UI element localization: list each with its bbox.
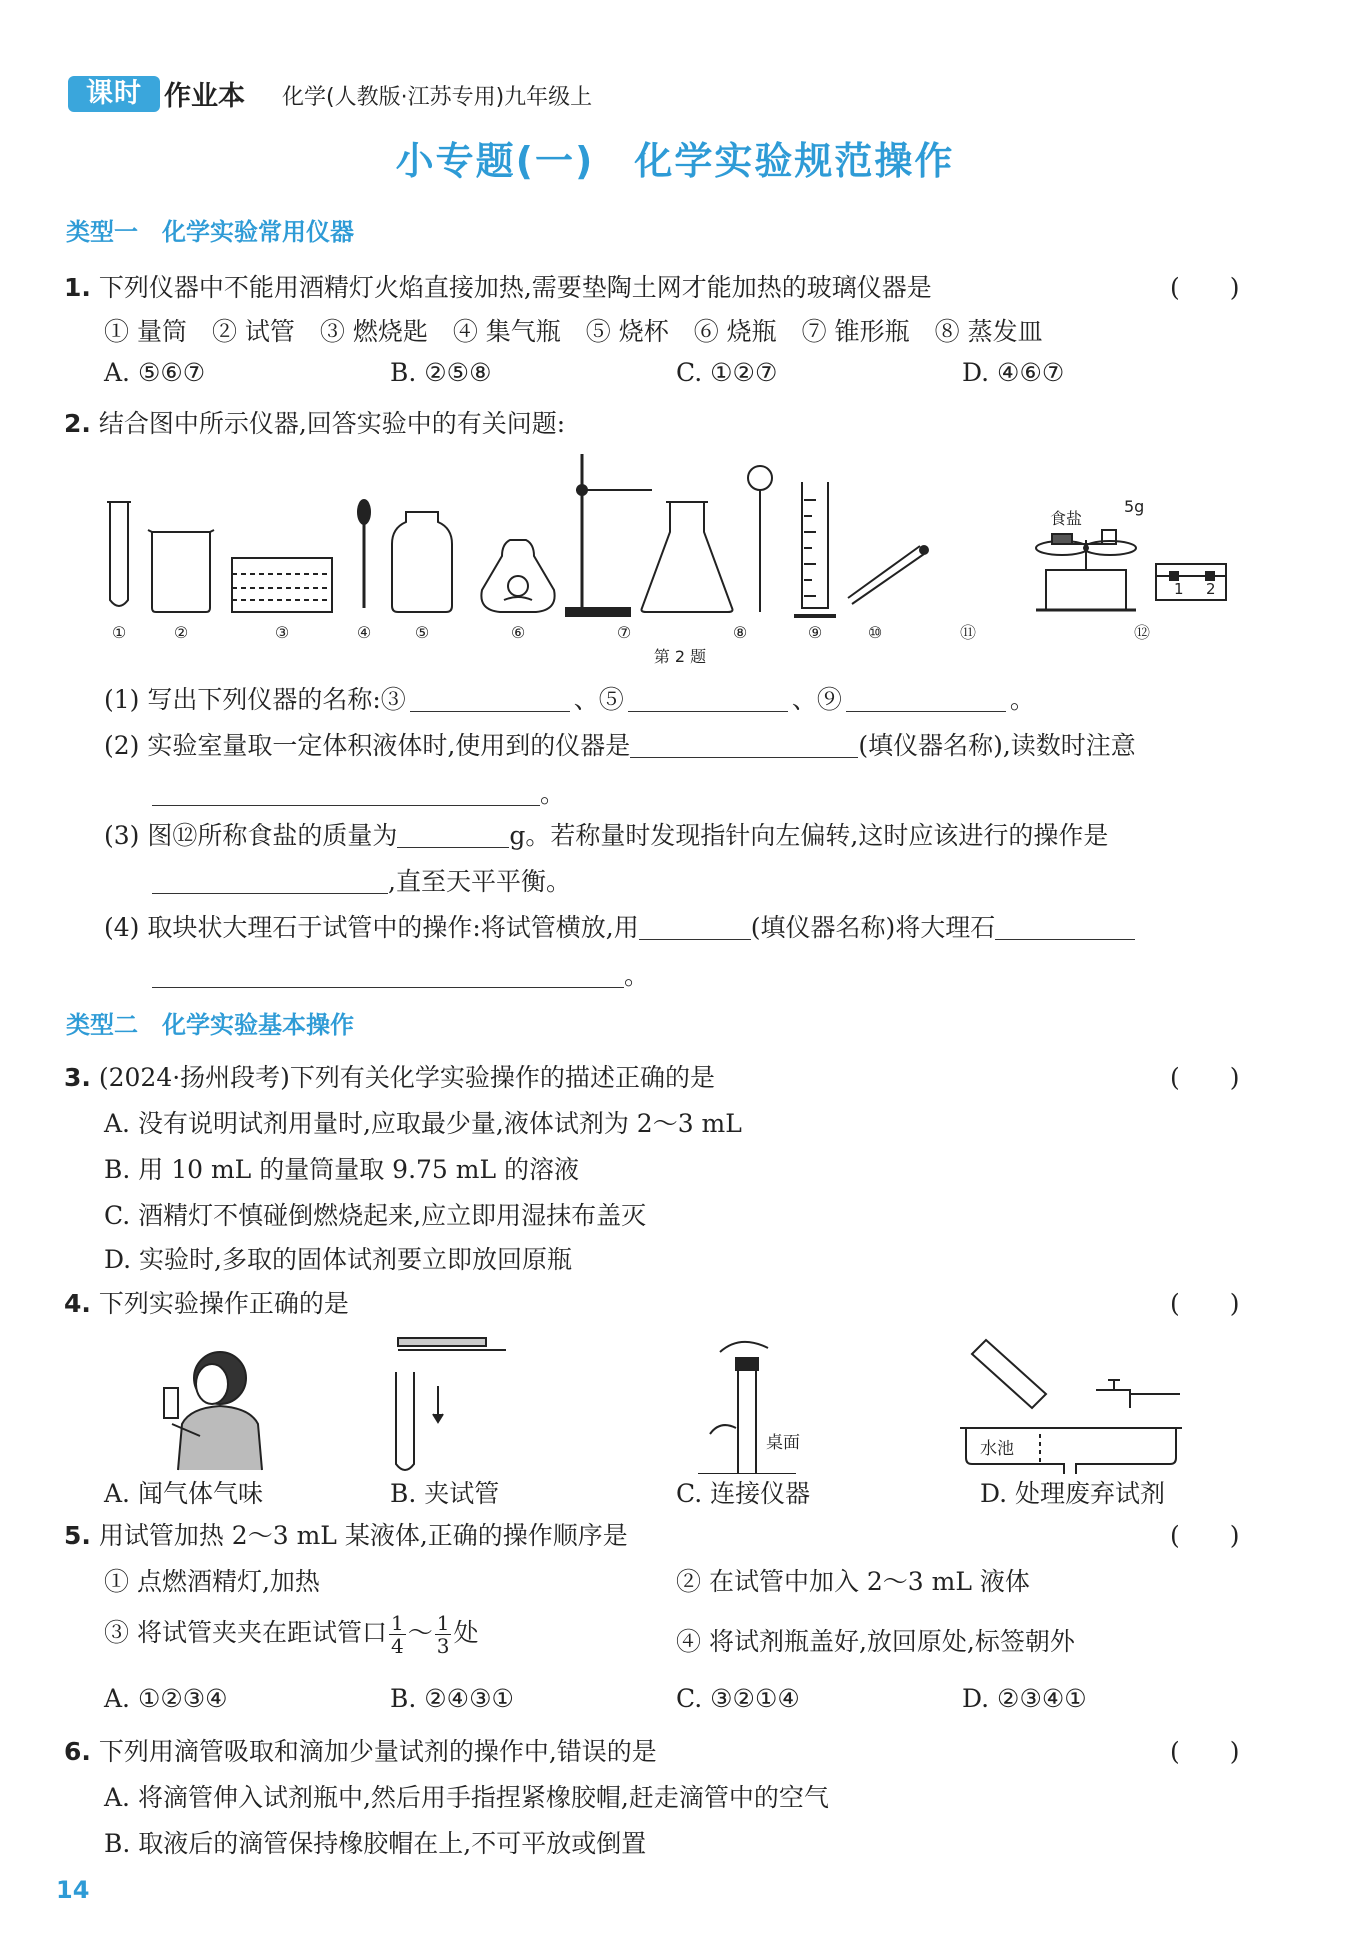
fill-blank[interactable] xyxy=(639,915,751,940)
option-a: A. 闻气体气味 xyxy=(104,1479,263,1508)
test-tube-drawing xyxy=(107,502,131,606)
measuring-cylinder-drawing xyxy=(794,482,836,616)
option-c: C. 酒精灯不慎碰倒燃烧起来,应立即用湿抹布盖灭 xyxy=(104,1201,647,1230)
figure-label: ⑧ xyxy=(732,623,748,642)
q2-part-3-continued: ,直至天平平衡。 xyxy=(152,862,571,898)
option-b: B. 夹试管 xyxy=(390,1479,500,1508)
answer-blank[interactable]: ( ) xyxy=(1170,1521,1240,1550)
scale-label-2: 2 xyxy=(1206,580,1216,598)
gas-jar-drawing xyxy=(392,512,452,612)
option-c: C. ①②⑦ xyxy=(676,358,778,387)
option-d: D. ④⑥⑦ xyxy=(962,358,1065,387)
question-2 xyxy=(64,404,565,440)
question-number: 5. xyxy=(64,1521,91,1550)
question-number: 4. xyxy=(64,1289,91,1318)
option-c: C. ③②①④ xyxy=(676,1684,800,1713)
figure-label: ⑥ xyxy=(510,623,526,642)
apparatus-figure xyxy=(90,440,1270,680)
question-number: 2. xyxy=(64,409,91,438)
figure-label: ② xyxy=(173,623,189,642)
desk-label: 桌面 xyxy=(766,1433,800,1453)
brand-name: 作业本 xyxy=(164,81,245,112)
dropper-drawing xyxy=(358,500,370,608)
question-3 xyxy=(64,1058,715,1094)
figure-label: ① xyxy=(111,623,127,642)
book-subtitle: 化学(人教版·江苏专用)九年级上 xyxy=(282,85,593,110)
option-a: A. ①②③④ xyxy=(104,1684,228,1713)
fill-blank[interactable] xyxy=(152,869,388,894)
brand-logo: 课时 xyxy=(68,76,160,112)
q2-part-2: (2) 实验室量取一定体积液体时,使用到的仪器是 (填仪器名称),读数时注意 xyxy=(104,731,1136,760)
fill-blank[interactable] xyxy=(397,823,509,848)
connecting-apparatus-drawing xyxy=(698,1342,796,1474)
question-5 xyxy=(64,1516,628,1552)
answer-blank[interactable]: ( ) xyxy=(1170,1737,1240,1766)
section-heading-2: 类型二 化学实验基本操作 xyxy=(66,1011,354,1039)
operations-figure xyxy=(120,1324,1240,1474)
fill-blank[interactable] xyxy=(846,687,1006,712)
page-title: 小专题(一) 化学实验规范操作 xyxy=(395,139,955,183)
question-number: 3. xyxy=(64,1063,91,1092)
smelling-person-drawing xyxy=(164,1352,262,1470)
q2-part-1: (1) 写出下列仪器的名称:③ 、⑤ 、⑨ 。 xyxy=(104,685,1035,714)
test-tube-holder-drawing xyxy=(396,1338,506,1470)
question-text: 结合图中所示仪器,回答实验中的有关问题: xyxy=(98,409,566,438)
question-number: 1. xyxy=(64,273,91,302)
question-1 xyxy=(64,268,932,304)
figure-label: ④ xyxy=(356,623,372,642)
balance-right-label: 5g xyxy=(1124,497,1145,516)
page-number: 14 xyxy=(56,1876,90,1904)
iron-stand-drawing xyxy=(566,454,652,616)
question-4 xyxy=(64,1284,349,1320)
fill-blank[interactable] xyxy=(410,687,570,712)
fill-blank[interactable] xyxy=(152,963,624,988)
step-3: ③ 将试管夹夹在距试管口 $\frac{1}{4}$ ～ $\frac{1}{3}$ 处 xyxy=(104,1611,479,1658)
fill-blank[interactable] xyxy=(995,915,1135,940)
question-1-items: ① 量筒 ② 试管 ③ 燃烧匙 ④ 集气瓶 ⑤ 烧杯 ⑥ 烧瓶 ⑦ 锥形瓶 ⑧ 蒸发皿 xyxy=(104,317,1043,346)
question-number: 6. xyxy=(64,1737,91,1766)
figure-label: ⑫ xyxy=(1133,623,1151,642)
question-text: 下列实验操作正确的是 xyxy=(98,1289,349,1318)
figure-label: ⑨ xyxy=(807,623,823,642)
question-6 xyxy=(64,1732,657,1768)
fill-blank[interactable] xyxy=(630,733,858,758)
answer-blank[interactable]: ( ) xyxy=(1170,1063,1240,1092)
question-text: (2024·扬州段考)下列有关化学实验操作的描述正确的是 xyxy=(98,1063,715,1092)
balance-left-label: 食盐 xyxy=(1050,509,1083,528)
option-a: A. 没有说明试剂用量时,应取最少量,液体试剂为 2～3 mL xyxy=(104,1109,742,1138)
figure-label: ③ xyxy=(274,623,290,642)
answer-blank[interactable]: ( ) xyxy=(1170,273,1240,302)
option-b: B. 取液后的滴管保持橡胶帽在上,不可平放或倒置 xyxy=(104,1829,647,1858)
q2-part-4: (4) 取块状大理石于试管中的操作:将试管横放,用 (填仪器名称)将大理石 xyxy=(104,908,1135,944)
scale-label-1: 1 xyxy=(1174,580,1184,598)
q2-part-3: (3) 图⑫所称食盐的质量为 g。若称量时发现指针向左偏转,这时应该进行的操作是 xyxy=(104,821,1109,850)
option-d: D. 实验时,多取的固体试剂要立即放回原瓶 xyxy=(104,1245,572,1274)
option-a: A. ⑤⑥⑦ xyxy=(104,358,206,387)
option-c: C. 连接仪器 xyxy=(676,1479,811,1508)
figure-label: ⑩ xyxy=(867,623,883,642)
step-4: ④ 将试剂瓶盖好,放回原处,标签朝外 xyxy=(676,1627,1075,1656)
figure-label: ⑤ xyxy=(414,623,430,642)
q2-part-4-continued: 。 xyxy=(152,956,649,992)
fill-blank[interactable] xyxy=(628,687,788,712)
question-text: 下列用滴管吸取和滴加少量试剂的操作中,错误的是 xyxy=(98,1737,657,1766)
figure-caption: 第 2 题 xyxy=(653,647,707,666)
option-a: A. 将滴管伸入试剂瓶中,然后用手指捏紧橡胶帽,赶走滴管中的空气 xyxy=(104,1783,829,1812)
figure-label: ⑪ xyxy=(959,623,977,642)
question-text: 用试管加热 2～3 mL 某液体,正确的操作顺序是 xyxy=(98,1521,628,1550)
fraction: $\frac{1}{3}$ xyxy=(436,1611,450,1658)
conical-flask-drawing xyxy=(642,502,733,612)
option-d: D. ②③④① xyxy=(962,1684,1087,1713)
section-heading-1: 类型一 化学实验常用仪器 xyxy=(66,218,354,246)
figure-label: ⑦ xyxy=(616,623,632,642)
question-text: 下列仪器中不能用酒精灯火焰直接加热,需要垫陶土网才能加热的玻璃仪器是 xyxy=(98,273,932,302)
step-1: ① 点燃酒精灯,加热 xyxy=(104,1567,320,1596)
step-2: ② 在试管中加入 2～3 mL 液体 xyxy=(676,1567,1030,1596)
option-b: B. ②⑤⑧ xyxy=(390,358,492,387)
tweezers-drawing xyxy=(848,546,928,604)
long-funnel-drawing xyxy=(748,466,772,612)
fraction: $\frac{1}{4}$ xyxy=(390,1611,404,1658)
water-trough-drawing xyxy=(232,558,332,612)
fill-blank[interactable] xyxy=(152,781,540,806)
option-b: B. 用 10 mL 的量筒量取 9.75 mL 的溶液 xyxy=(104,1155,580,1184)
q2-part-2-continued: 。 xyxy=(152,774,565,810)
alcohol-lamp-drawing xyxy=(481,540,554,612)
balance-drawing xyxy=(1036,530,1226,610)
sink-label: 水池 xyxy=(980,1439,1014,1459)
option-d: D. 处理废弃试剂 xyxy=(980,1479,1166,1508)
beaker-drawing xyxy=(148,530,214,612)
option-b: B. ②④③① xyxy=(390,1684,514,1713)
answer-blank[interactable]: ( ) xyxy=(1170,1289,1240,1318)
